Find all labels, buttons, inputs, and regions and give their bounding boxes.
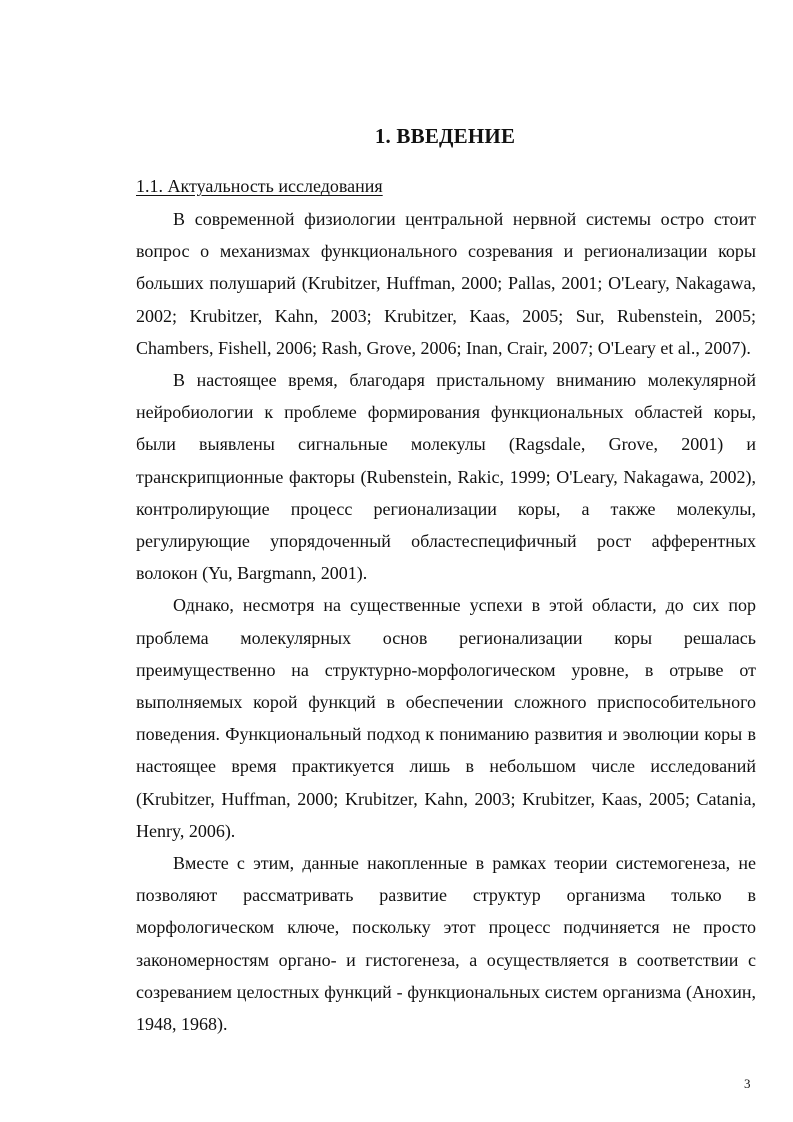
paragraph-1: В современной физиологии центральной нервной системы остро стоит вопрос о механизмах функционального созревания и регионализации коры больших полушарий (Krubitzer, Huffman, 2000; Pallas, 2001; O'Leary, Nakagawa, 2002; Krubitzer, Kahn, 2003; Krubitzer, Kaas, 2005; Sur, Rubenstein, 2005; Chambers, Fishell, 2006; Rash, Grove, 2006; Inan, Crair, 2007; O'Leary et al., 2007). xyxy=(136,209,756,358)
paragraph-2: В настоящее время, благодаря пристальному вниманию молекулярной нейробиологии к проблеме формирования функциональных областей коры, были выявлены сигнальные молекулы (Ragsdale, Grove, 2001) и транскрипционные факторы (Rubenstein, Rakic, 1999; O'Leary, Nakagawa, 2002), контролирующие процесс регионализации коры, а также молекулы, регулирующие упорядоченный областеспецифичный рост афферентных волокон (Yu, Bargmann, 2001). xyxy=(136,370,756,584)
body-text xyxy=(136,203,756,1040)
paragraph-4: Вместе с этим, данные накопленные в рамках теории системогенеза, не позволяют рассматривать развитие структур организма только в морфологическом ключе, поскольку этот процесс подчиняется не просто закономерностям органо- и гистогенеза, а осуществляется в соответствии с созреванием целостных функций - функциональных систем организма (Анохин, 1948, 1968). xyxy=(136,853,756,1035)
page-number: 3 xyxy=(744,1076,751,1091)
section-heading: 1.1. Актуальность исследования xyxy=(136,176,383,196)
page-title: 1. ВВЕДЕНИЕ xyxy=(374,124,516,149)
paragraph-3: Однако, несмотря на существенные успехи в этой области, до сих пор проблема молекулярных основ регионализации коры решалась преимущественно на структурно-морфологическом уровне, в отрыве от выполняемых корой функций в обеспечении сложного приспособительного поведения. Функциональный подход к пониманию развития и эволюции коры в настоящее время практикуется лишь в небольшом числе исследований (Krubitzer, Huffman, 2000; Krubitzer, Kahn, 2003; Krubitzer, Kaas, 2005; Catania, Henry, 2006). xyxy=(136,595,756,841)
